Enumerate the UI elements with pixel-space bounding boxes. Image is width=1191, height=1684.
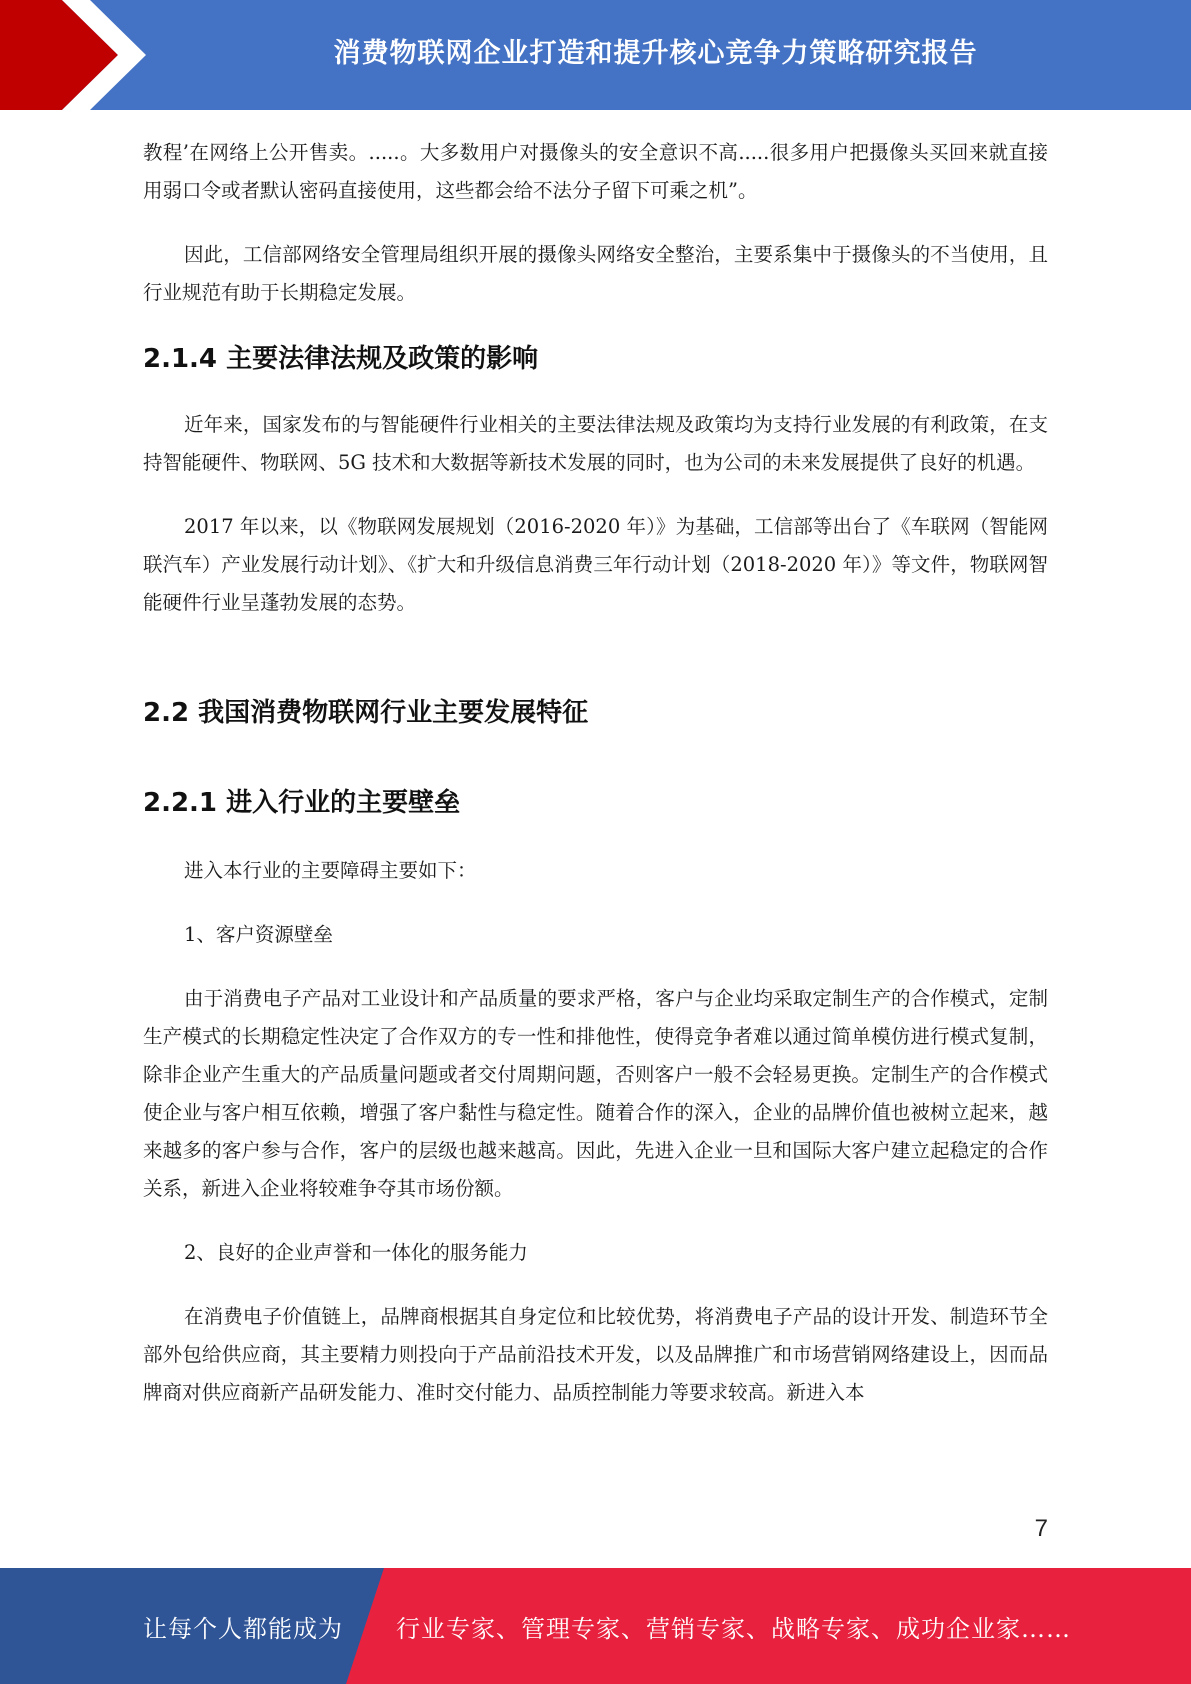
- section-heading-2-2: 2.2 我国消费物联网行业主要发展特征: [143, 698, 589, 728]
- paragraph: 因此，工信部网络安全管理局组织开展的摄像头网络安全整治，主要系集中于摄像头的不当使用，且行业规范有助于长期稳定发展。: [143, 243, 1048, 304]
- paragraph: 由于消费电子产品对工业设计和产品质量的要求严格，客户与企业均采取定制生产的合作模式，定制生产模式的长期稳定性决定了合作双方的专一性和排他性，使得竞争者难以通过简单模仿进行模式复制，除非企业产生重大的产品质量问题或者交付周期问题，否则客户一般不会轻易更换。定制生产的合作模式使企业与客户相互依赖，增强了客户黏性与稳定性。随着合作的深入，企业的品牌价值也被树立起来，越来越多的客户参与合作，客户的层级也越来越高。因此，先进入企业一旦和国际大客户建立起稳定的合作关系，新进入企业将较难争夺其市场份额。: [143, 987, 1048, 1200]
- page-header: [0, 0, 1191, 110]
- section-heading-2-1-4: 2.1.4 主要法律法规及政策的影响: [143, 344, 539, 374]
- paragraph: 近年来，国家发布的与智能硬件行业相关的主要法律法规及政策均为支持行业发展的有利政策，在支持智能硬件、物联网、5G 技术和大数据等新技术发展的同时，也为公司的未来发展提供了良好的机遇。: [143, 413, 1048, 474]
- page-number: 7: [1034, 1515, 1048, 1542]
- page-footer: [0, 1568, 1191, 1684]
- paragraph: 教程’在网络上公开售卖。.....。大多数用户对摄像头的安全意识不高.....很多用户把摄像头买回来就直接用弱口令或者默认密码直接使用，这些都会给不法分子留下可乘之机”。: [143, 141, 1048, 202]
- list-heading: 1、客户资源壁垒: [184, 923, 333, 946]
- chevron-arrow-icon: [0, 0, 160, 110]
- section-heading-2-2-1: 2.2.1 进入行业的主要壁垒: [143, 788, 461, 818]
- report-title: 消费物联网企业打造和提升核心竞争力策略研究报告: [333, 37, 978, 69]
- footer-slogan-right: 行业专家、管理专家、营销专家、战略专家、成功企业家……: [396, 1614, 1071, 1643]
- footer-slogan-left: 让每个人都能成为: [143, 1614, 343, 1643]
- paragraph: 在消费电子价值链上，品牌商根据其自身定位和比较优势，将消费电子产品的设计开发、制造环节全部外包给供应商，其主要精力则投向于产品前沿技术开发，以及品牌推广和市场营销网络建设上，因而品牌商对供应商新产品研发能力、准时交付能力、品质控制能力等要求较高。新进入本: [143, 1305, 1048, 1404]
- list-heading: 2、良好的企业声誉和一体化的服务能力: [184, 1241, 528, 1264]
- paragraph: 2017 年以来，以《物联网发展规划（2016-2020 年）》为基础，工信部等出台了《车联网（智能网联汽车）产业发展行动计划》、《扩大和升级信息消费三年行动计划（2018-2020 年）》等文件，物联网智能硬件行业呈蓬勃发展的态势。: [143, 515, 1048, 614]
- paragraph: 进入本行业的主要障碍主要如下：: [184, 859, 477, 882]
- document-body: [143, 134, 1048, 1412]
